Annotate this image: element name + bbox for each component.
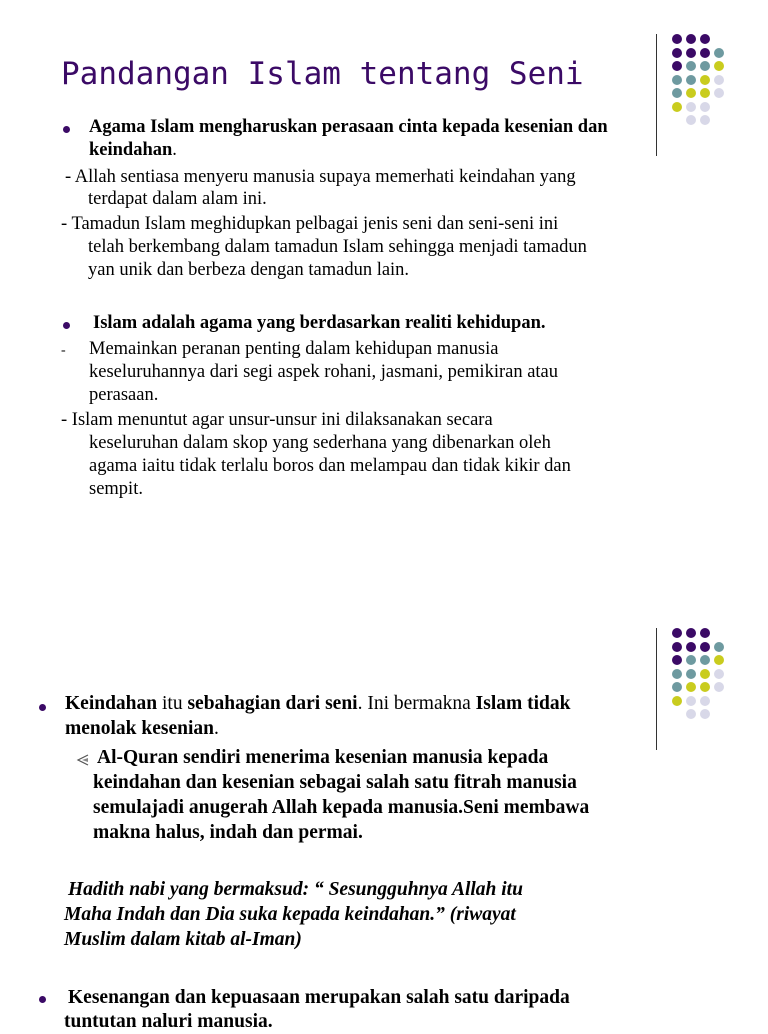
decorative-dot [714,642,724,652]
decorative-dot [700,696,710,706]
decorative-dot [672,88,682,98]
slide-2 [0,540,768,1032]
decorative-dot [714,669,724,679]
decorative-dot [672,642,682,652]
bullet-dot [39,996,46,1003]
decorative-dot [700,102,710,112]
text-segment: . Ini bermakna [357,693,476,714]
decorative-dot [686,655,696,665]
subpoint-line-4: makna halus, indah dan permai. [93,822,363,843]
slide2-point-1-line-2 [65,716,219,741]
sub-point-1-line-1: - Allah sentiasa menyeru manusia supaya memerhati keindahan yang [65,167,576,187]
subpoint-line-3: semulajadi anugerah Allah kepada manusia.Seni membawa [93,797,590,818]
decorative-dot [686,48,696,58]
decorative-dot [672,628,682,638]
main-point-2: Islam adalah agama yang berdasarkan realiti kehidupan. [93,313,546,333]
decorative-dot [700,61,710,71]
islam-tidak-bold: Islam tidak [475,693,571,714]
decorative-dot [700,669,710,679]
decorative-dot [672,669,682,679]
decorative-dot [714,88,724,98]
decorative-dot [700,682,710,692]
decorative-dot [686,696,696,706]
decorative-dot [672,75,682,85]
decorative-dot [672,655,682,665]
hadith-line-3: Muslim dalam kitab al-Iman) [64,929,302,950]
sub-point-3-line-3: perasaan. [89,385,159,405]
hadith-line-2: Maha Indah dan Dia suka kepada keindahan.” (riwayat [64,904,516,925]
sub-point-3-line-1: Memainkan peranan penting dalam kehidupan manusia [89,339,499,359]
seni-bold: sebahagian dari seni [187,693,358,714]
decorative-dot [714,61,724,71]
sub-point-1-line-2: terdapat dalam alam ini. [88,189,267,209]
decorative-dot [700,75,710,85]
bullet-dot [63,126,70,133]
decorative-dot [672,102,682,112]
sub-point-4-line-1: - Islam menuntut agar unsur-unsur ini dilaksanakan secara [61,410,493,430]
decorative-dot [686,669,696,679]
decorative-dot [686,61,696,71]
decorative-dot [672,696,682,706]
decorative-vertical-line [656,628,657,750]
slide2-point-2-line-1: Kesenangan dan kepuasaan merupakan salah satu daripada [68,987,570,1008]
decorative-dot [686,628,696,638]
decorative-dot [672,682,682,692]
decorative-dot [686,34,696,44]
decorative-dot [714,75,724,85]
decorative-dot [700,48,710,58]
decorative-dot [686,75,696,85]
decorative-dot [714,655,724,665]
decorative-dot [700,34,710,44]
decorative-dot [686,88,696,98]
decorative-dot [700,628,710,638]
text-segment: . [213,718,219,739]
sub-point-2-line-3: yan unik dan berbeza dengan tamadun lain. [88,260,410,280]
subpoint-line-1: Al-Quran sendiri menerima kesenian manusia kepada [97,747,549,768]
keindahan-bold: Keindahan [65,693,158,714]
sub-point-4-line-2: keseluruhan dalam skop yang sederhana yang dibenarkan oleh [89,433,551,453]
decorative-dot [686,642,696,652]
sub-point-3-line-2: keseluruhannya dari segi aspek rohani, jasmani, pemikiran atau [89,362,559,382]
decorative-dot [700,642,710,652]
decorative-vertical-line [656,34,657,156]
bullet-dot [39,704,46,711]
text-segment: itu [157,693,188,714]
sub-point-3-dash: - [61,343,66,358]
decorative-dot [700,88,710,98]
decorative-dot [686,115,696,125]
decorative-dot [672,48,682,58]
hadith-line-1: Hadith nabi yang bermaksud: “ Sesungguhnya Allah itu [68,879,523,900]
decorative-dot [700,709,710,719]
sub-point-4-line-4: sempit. [89,479,143,499]
slide2-point-1-line-1 [65,691,570,716]
decorative-dot [686,682,696,692]
main-point-1-period: . [172,139,177,160]
decorative-dot [686,709,696,719]
main-point-1-text: Agama Islam mengharuskan perasaan cinta kepada kesenian dan keindahan [89,117,608,160]
bullet-dot [63,322,70,329]
arrow-bullet-icon [76,753,90,771]
slide2-point-2-line-2: tuntutan naluri manusia. [64,1011,273,1032]
decorative-dot [686,102,696,112]
subpoint-line-2: keindahan dan kesenian sebagai salah satu fitrah manusia [93,772,577,793]
decorative-dot [700,655,710,665]
sub-point-2-line-2: telah berkembang dalam tamadun Islam sehingga menjadi tamadun [88,237,587,257]
decorative-dot [714,48,724,58]
sub-point-4-line-3: agama iaitu tidak terlalu boros dan melampau dan tidak kikir dan [89,456,571,476]
main-point-1 [89,116,649,161]
menolak-bold: menolak kesenian [65,718,214,739]
decorative-dot [672,61,682,71]
sub-point-2-line-1: - Tamadun Islam meghidupkan pelbagai jenis seni dan seni-seni ini [61,214,559,234]
decorative-dot [714,682,724,692]
slide-title: Pandangan Islam tentang Seni [61,56,584,92]
decorative-dot [700,115,710,125]
decorative-dot [672,34,682,44]
